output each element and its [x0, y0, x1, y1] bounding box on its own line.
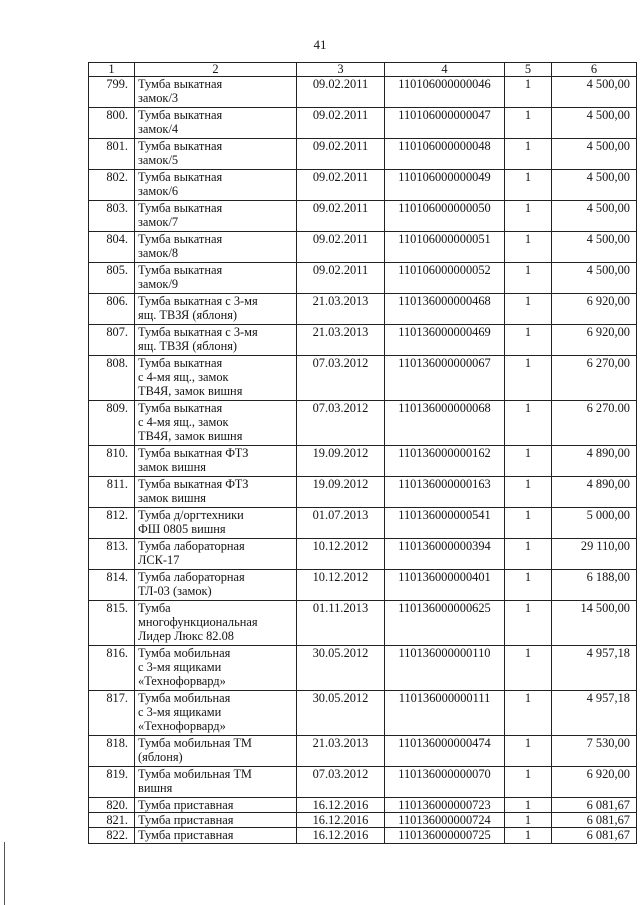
column-header: 3: [297, 63, 385, 77]
price-cell: 4 500,00: [552, 139, 637, 170]
inventory-number-cell: 110106000000049: [385, 170, 505, 201]
quantity-cell: 1: [505, 201, 552, 232]
inventory-number-cell: 110106000000046: [385, 77, 505, 108]
acquisition-date-cell: 09.02.2011: [297, 170, 385, 201]
table-row: [89, 325, 637, 356]
inventory-number-cell: 110136000000111: [385, 691, 505, 736]
item-name-cell: Тумба приставная: [135, 813, 297, 828]
price-cell: 6 920,00: [552, 325, 637, 356]
row-number-cell: 806.: [89, 294, 135, 325]
item-name-cell: Тумба приставная: [135, 828, 297, 843]
table-row: [89, 401, 637, 446]
inventory-number-cell: 110136000000541: [385, 508, 505, 539]
price-cell: 29 110,00: [552, 539, 637, 570]
quantity-cell: 1: [505, 139, 552, 170]
item-name-cell: Тумба лабораторная ТЛ-03 (замок): [135, 570, 297, 601]
quantity-cell: 1: [505, 767, 552, 798]
row-number-cell: 803.: [89, 201, 135, 232]
page-number: 41: [313, 37, 327, 52]
table-row: [89, 201, 637, 232]
price-cell: 6 081,67: [552, 813, 637, 828]
quantity-cell: 1: [505, 798, 552, 813]
row-number-cell: 805.: [89, 263, 135, 294]
acquisition-date-cell: 19.09.2012: [297, 446, 385, 477]
column-header: 6: [552, 63, 637, 77]
row-number-cell: 814.: [89, 570, 135, 601]
table-row: [89, 736, 637, 767]
price-cell: 4 890,00: [552, 446, 637, 477]
item-name-cell: Тумба выкатная замок/6: [135, 170, 297, 201]
price-cell: 4 890,00: [552, 477, 637, 508]
table-row: [89, 601, 637, 646]
quantity-cell: 1: [505, 294, 552, 325]
inventory-number-cell: 110136000000070: [385, 767, 505, 798]
row-number-cell: 813.: [89, 539, 135, 570]
quantity-cell: 1: [505, 570, 552, 601]
item-name-cell: Тумба выкатная с 3-мя ящ. ТВЗЯ (яблоня): [135, 325, 297, 356]
column-header: 1: [89, 63, 135, 77]
inventory-number-cell: 110136000000474: [385, 736, 505, 767]
table-row: [89, 508, 637, 539]
table-row: [89, 263, 637, 294]
price-cell: 4 500,00: [552, 170, 637, 201]
acquisition-date-cell: 19.09.2012: [297, 477, 385, 508]
table-row: [89, 539, 637, 570]
table-row: [89, 446, 637, 477]
quantity-cell: 1: [505, 401, 552, 446]
row-number-cell: 810.: [89, 446, 135, 477]
acquisition-date-cell: 21.03.2013: [297, 325, 385, 356]
price-cell: 6 920,00: [552, 294, 637, 325]
inventory-number-cell: 110136000000067: [385, 356, 505, 401]
row-number-cell: 799.: [89, 77, 135, 108]
inventory-number-cell: 110106000000052: [385, 263, 505, 294]
item-name-cell: Тумба выкатная с 3-мя ящ. ТВЗЯ (яблоня): [135, 294, 297, 325]
inventory-number-cell: 110136000000625: [385, 601, 505, 646]
acquisition-date-cell: 16.12.2016: [297, 813, 385, 828]
inventory-number-cell: 110136000000162: [385, 446, 505, 477]
quantity-cell: 1: [505, 325, 552, 356]
acquisition-date-cell: 09.02.2011: [297, 139, 385, 170]
column-header: 4: [385, 63, 505, 77]
quantity-cell: 1: [505, 508, 552, 539]
row-number-cell: 804.: [89, 232, 135, 263]
item-name-cell: Тумба мобильная ТМ (яблоня): [135, 736, 297, 767]
table-row: [89, 798, 637, 813]
row-number-cell: 818.: [89, 736, 135, 767]
price-cell: 14 500,00: [552, 601, 637, 646]
acquisition-date-cell: 09.02.2011: [297, 232, 385, 263]
acquisition-date-cell: 09.02.2011: [297, 263, 385, 294]
table-row: [89, 170, 637, 201]
row-number-cell: 801.: [89, 139, 135, 170]
inventory-number-cell: 110136000000724: [385, 813, 505, 828]
table-row: [89, 356, 637, 401]
price-cell: 6 920,00: [552, 767, 637, 798]
price-cell: 5 000,00: [552, 508, 637, 539]
quantity-cell: 1: [505, 477, 552, 508]
row-number-cell: 802.: [89, 170, 135, 201]
item-name-cell: Тумба выкатная с 4-мя ящ., замок ТВ4Я, замок вишня: [135, 356, 297, 401]
table-row: [89, 139, 637, 170]
quantity-cell: 1: [505, 263, 552, 294]
price-cell: 4 500,00: [552, 108, 637, 139]
inventory-number-cell: 110136000000725: [385, 828, 505, 843]
inventory-number-cell: 110136000000394: [385, 539, 505, 570]
acquisition-date-cell: 21.03.2013: [297, 294, 385, 325]
inventory-table: [88, 62, 637, 844]
price-cell: 6 188,00: [552, 570, 637, 601]
price-cell: 7 530,00: [552, 736, 637, 767]
table-row: [89, 813, 637, 828]
inventory-number-cell: 110136000000163: [385, 477, 505, 508]
quantity-cell: 1: [505, 170, 552, 201]
item-name-cell: Тумба мобильная с 3-мя ящиками «Технофорвард»: [135, 691, 297, 736]
quantity-cell: 1: [505, 813, 552, 828]
item-name-cell: Тумба выкатная замок/7: [135, 201, 297, 232]
price-cell: 6 081,67: [552, 798, 637, 813]
price-cell: 6 270,00: [552, 356, 637, 401]
price-cell: 6 081,67: [552, 828, 637, 843]
item-name-cell: Тумба лабораторная ЛСК-17: [135, 539, 297, 570]
acquisition-date-cell: 30.05.2012: [297, 646, 385, 691]
table-row: [89, 294, 637, 325]
column-header: 5: [505, 63, 552, 77]
acquisition-date-cell: 01.11.2013: [297, 601, 385, 646]
row-number-cell: 819.: [89, 767, 135, 798]
inventory-number-cell: 110106000000048: [385, 139, 505, 170]
row-number-cell: 820.: [89, 798, 135, 813]
acquisition-date-cell: 16.12.2016: [297, 798, 385, 813]
acquisition-date-cell: 09.02.2011: [297, 108, 385, 139]
inventory-number-cell: 110136000000068: [385, 401, 505, 446]
table-row: [89, 77, 637, 108]
quantity-cell: 1: [505, 108, 552, 139]
item-name-cell: Тумба мобильная ТМ вишня: [135, 767, 297, 798]
acquisition-date-cell: 10.12.2012: [297, 570, 385, 601]
acquisition-date-cell: 16.12.2016: [297, 828, 385, 843]
inventory-number-cell: 110136000000723: [385, 798, 505, 813]
acquisition-date-cell: 07.03.2012: [297, 767, 385, 798]
row-number-cell: 821.: [89, 813, 135, 828]
price-cell: 6 270.00: [552, 401, 637, 446]
inventory-number-cell: 110136000000469: [385, 325, 505, 356]
item-name-cell: Тумба многофункциональная Лидер Люкс 82.08: [135, 601, 297, 646]
inventory-number-cell: 110106000000051: [385, 232, 505, 263]
price-cell: 4 500,00: [552, 232, 637, 263]
page-edge-line: [4, 842, 5, 905]
inventory-number-cell: 110136000000110: [385, 646, 505, 691]
table-row: [89, 108, 637, 139]
item-name-cell: Тумба мобильная с 3-мя ящиками «Технофорвард»: [135, 646, 297, 691]
row-number-cell: 811.: [89, 477, 135, 508]
price-cell: 4 500,00: [552, 201, 637, 232]
column-header: 2: [135, 63, 297, 77]
inventory-number-cell: 110106000000050: [385, 201, 505, 232]
quantity-cell: 1: [505, 646, 552, 691]
row-number-cell: 817.: [89, 691, 135, 736]
item-name-cell: Тумба выкатная замок/9: [135, 263, 297, 294]
quantity-cell: 1: [505, 828, 552, 843]
table-row: [89, 477, 637, 508]
quantity-cell: 1: [505, 232, 552, 263]
price-cell: 4 957,18: [552, 691, 637, 736]
acquisition-date-cell: 07.03.2012: [297, 401, 385, 446]
quantity-cell: 1: [505, 446, 552, 477]
table-row: [89, 767, 637, 798]
quantity-cell: 1: [505, 539, 552, 570]
acquisition-date-cell: 07.03.2012: [297, 356, 385, 401]
price-cell: 4 500,00: [552, 263, 637, 294]
acquisition-date-cell: 30.05.2012: [297, 691, 385, 736]
item-name-cell: Тумба выкатная ФТЗ замок вишня: [135, 477, 297, 508]
item-name-cell: Тумба выкатная ФТЗ замок вишня: [135, 446, 297, 477]
row-number-cell: 822.: [89, 828, 135, 843]
table-row: [89, 691, 637, 736]
item-name-cell: Тумба д/оргтехники ФШ 0805 вишня: [135, 508, 297, 539]
row-number-cell: 808.: [89, 356, 135, 401]
quantity-cell: 1: [505, 356, 552, 401]
row-number-cell: 800.: [89, 108, 135, 139]
acquisition-date-cell: 01.07.2013: [297, 508, 385, 539]
price-cell: 4 500,00: [552, 77, 637, 108]
row-number-cell: 812.: [89, 508, 135, 539]
table-row: [89, 570, 637, 601]
row-number-cell: 816.: [89, 646, 135, 691]
acquisition-date-cell: 10.12.2012: [297, 539, 385, 570]
row-number-cell: 815.: [89, 601, 135, 646]
acquisition-date-cell: 21.03.2013: [297, 736, 385, 767]
inventory-number-cell: 110106000000047: [385, 108, 505, 139]
quantity-cell: 1: [505, 736, 552, 767]
table-row: [89, 646, 637, 691]
item-name-cell: Тумба выкатная замок/8: [135, 232, 297, 263]
table-row: [89, 828, 637, 843]
quantity-cell: 1: [505, 691, 552, 736]
quantity-cell: 1: [505, 601, 552, 646]
table-row: [89, 232, 637, 263]
inventory-number-cell: 110136000000468: [385, 294, 505, 325]
row-number-cell: 809.: [89, 401, 135, 446]
item-name-cell: Тумба выкатная с 4-мя ящ., замок ТВ4Я, замок вишня: [135, 401, 297, 446]
price-cell: 4 957,18: [552, 646, 637, 691]
item-name-cell: Тумба приставная: [135, 798, 297, 813]
inventory-number-cell: 110136000000401: [385, 570, 505, 601]
acquisition-date-cell: 09.02.2011: [297, 77, 385, 108]
quantity-cell: 1: [505, 77, 552, 108]
item-name-cell: Тумба выкатная замок/4: [135, 108, 297, 139]
table-body: [89, 77, 637, 844]
item-name-cell: Тумба выкатная замок/3: [135, 77, 297, 108]
table-header-row: [89, 63, 637, 77]
item-name-cell: Тумба выкатная замок/5: [135, 139, 297, 170]
acquisition-date-cell: 09.02.2011: [297, 201, 385, 232]
row-number-cell: 807.: [89, 325, 135, 356]
